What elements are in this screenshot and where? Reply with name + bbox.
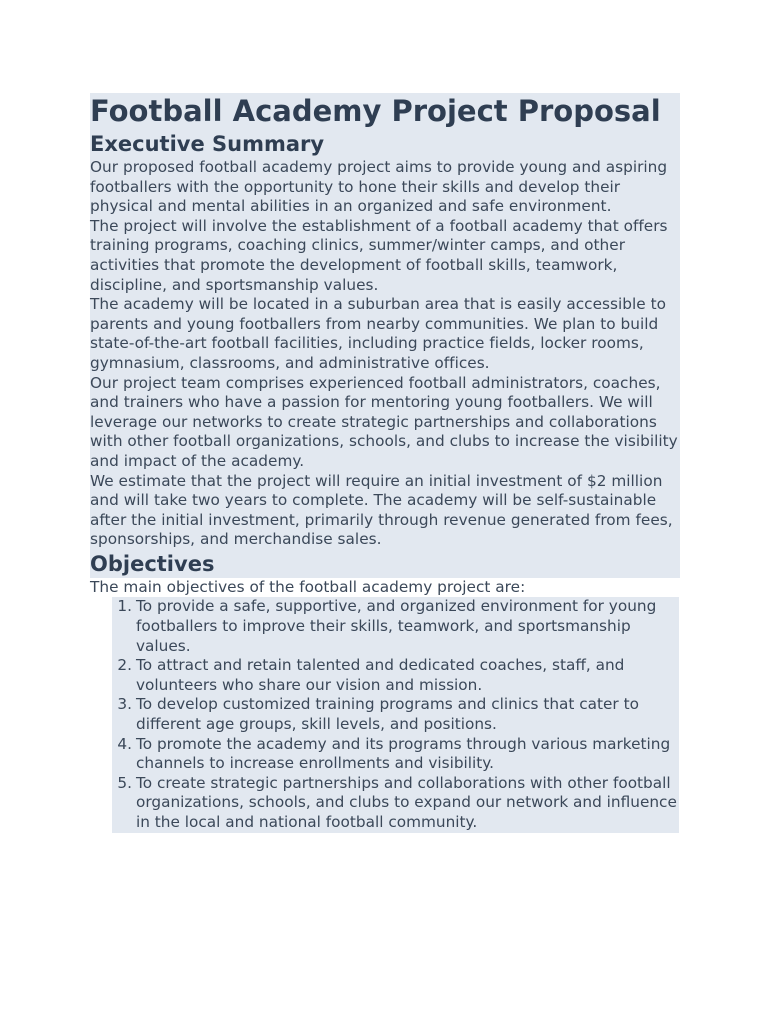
- summary-paragraph-2: The project will involve the establishment of a football academy that offers training programs, coaching clinics, summer/winter camps, and other activities that promote the development of football skills, teamwork, discipline, and sportsmanship values.: [90, 216, 668, 294]
- summary-paragraph-5: We estimate that the project will require an initial investment of $2 million and will take two years to complete. The academy will be self-sustainable after the initial investment, primarily through revenue generated from fees, sponsorships, and merchandise sales.: [90, 471, 673, 549]
- objective-text: To provide a safe, supportive, and organized environment for young footballers to improve their skills, teamwork, and sportsmanship values.: [136, 597, 657, 655]
- executive-summary-block: [90, 93, 680, 578]
- objective-number: 1.: [117, 597, 132, 616]
- objective-item-3: [112, 695, 679, 734]
- objective-item-5: [112, 774, 679, 833]
- objective-number: 3.: [117, 695, 132, 714]
- objectives-list: [112, 597, 679, 832]
- objective-number: 2.: [117, 656, 132, 675]
- document-title: Football Academy Project Proposal: [90, 94, 661, 128]
- objective-number: 5.: [117, 773, 132, 792]
- objective-number: 4.: [117, 734, 132, 753]
- document: [90, 93, 680, 833]
- objective-text: To attract and retain talented and dedicated coaches, staff, and volunteers who share our vision and mission.: [136, 656, 625, 694]
- executive-summary-heading: Executive Summary: [90, 132, 325, 156]
- objectives-heading: Objectives: [90, 551, 215, 576]
- summary-paragraph-4: Our project team comprises experienced football administrators, coaches, and trainers who have a passion for mentoring young footballers. We will leverage our networks to create strategic partnerships and collaborations with other football organizations, schools, and clubs to increase the visibility and impact of the academy.: [90, 373, 678, 470]
- objectives-intro: The main objectives of the football academy project are:: [90, 577, 526, 596]
- objectives-intro-block: [90, 578, 670, 598]
- objective-text: To create strategic partnerships and collaborations with other football organizations, schools, and clubs to expand our network and influence in the local and national football community.: [136, 773, 677, 831]
- objective-text: To develop customized training programs and clinics that cater to different age groups, skill levels, and positions.: [136, 695, 639, 734]
- objective-text: To promote the academy and its programs through various marketing channels to increase enrollments and visibility.: [136, 734, 671, 773]
- objective-item-4: [112, 735, 679, 774]
- objective-item-1: [112, 597, 679, 656]
- summary-paragraph-1: Our proposed football academy project aims to provide young and aspiring footballers with the opportunity to hone their skills and develop their physical and mental abilities in an organized and safe environment.: [90, 158, 668, 216]
- objective-item-2: [112, 656, 679, 695]
- summary-paragraph-3: The academy will be located in a suburban area that is easily accessible to parents and young footballers from nearby communities. We plan to build state-of-the-art football facilities, including practice fields, locker rooms, gymnasium, classrooms, and administrative offices.: [90, 295, 666, 372]
